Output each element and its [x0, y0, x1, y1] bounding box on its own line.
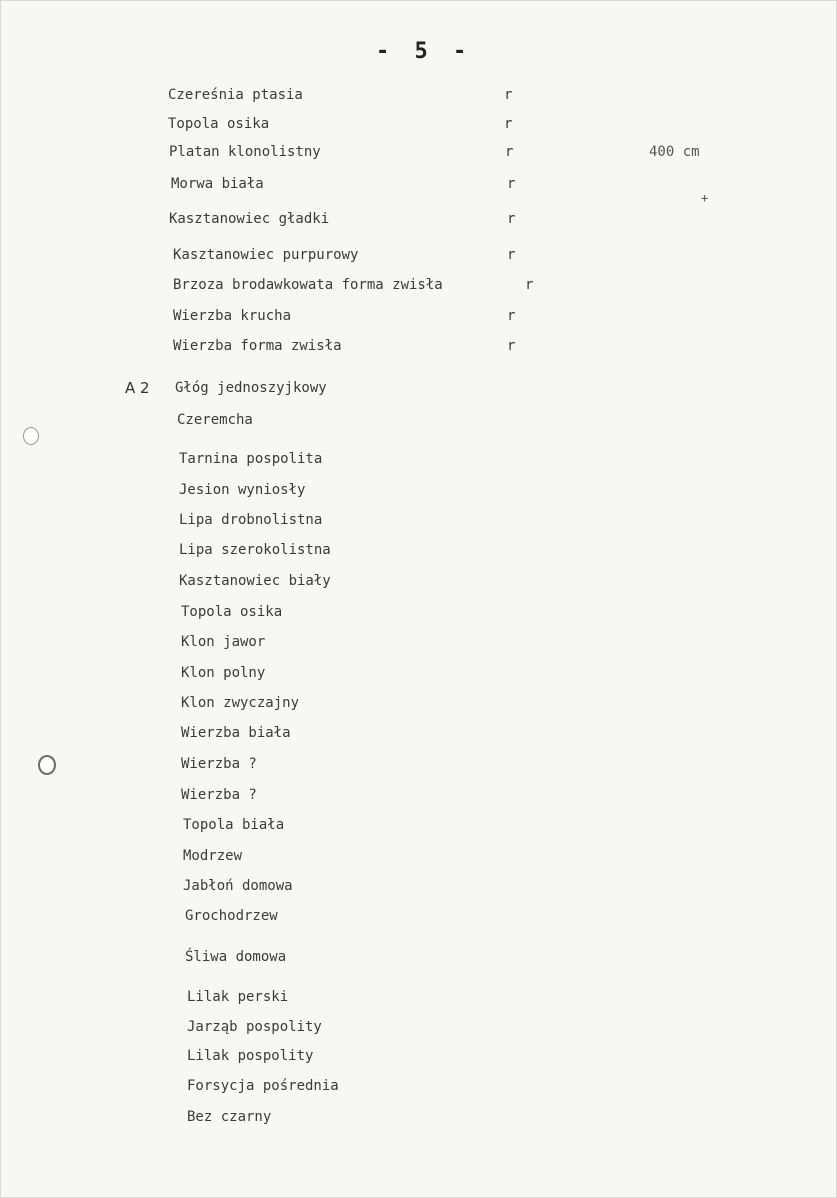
- occurrence-mark: r: [505, 144, 514, 160]
- list-item: Tarnina pospolita: [179, 451, 323, 467]
- occurrence-mark: r: [507, 308, 516, 324]
- list-item: Topola osika: [181, 604, 283, 620]
- species-name: Kasztanowiec purpurowy: [173, 247, 359, 263]
- list-item: Lipa szerokolistna: [179, 542, 331, 558]
- species-name: Morwa biała: [171, 176, 264, 192]
- list-item: Wierzba ?: [181, 756, 257, 772]
- list-item: Lipa drobnolistna: [179, 512, 323, 528]
- list-item: Lilak perski: [187, 989, 289, 1005]
- list-item: Śliwa domowa: [185, 949, 287, 965]
- list-item: Jarząb pospolity: [187, 1019, 322, 1035]
- occurrence-mark: r: [504, 87, 513, 103]
- species-name: Brzoza brodawkowata forma zwisła: [173, 277, 443, 293]
- occurrence-mark: r: [507, 338, 516, 354]
- list-item: Czeremcha: [177, 412, 253, 428]
- list-item: Kasztanowiec biały: [179, 573, 331, 589]
- occurrence-mark: r: [504, 116, 513, 132]
- occurrence-mark: r: [507, 247, 516, 263]
- page-number: - 5 -: [376, 39, 473, 64]
- list-item: Głóg jednoszyjkowy: [175, 380, 327, 396]
- species-name: Wierzba forma zwisła: [173, 338, 342, 354]
- species-name: Platan klonolistny: [169, 144, 321, 160]
- list-item: Bez czarny: [187, 1109, 272, 1125]
- list-item: Lilak pospolity: [187, 1048, 314, 1064]
- list-item: Topola biała: [183, 817, 285, 833]
- list-item: Forsycja pośrednia: [187, 1078, 339, 1094]
- list-item: Klon zwyczajny: [181, 695, 300, 711]
- section-marker: A 2: [125, 379, 150, 397]
- list-item: Jesion wyniosły: [179, 482, 306, 498]
- list-item: Wierzba ?: [181, 787, 257, 803]
- list-item: Klon polny: [181, 665, 266, 681]
- punch-hole: [38, 755, 56, 775]
- species-name: Czereśnia ptasia: [168, 87, 303, 103]
- punch-hole: [23, 427, 39, 445]
- occurrence-mark: r: [507, 211, 516, 227]
- height-note: 400 cm: [649, 144, 700, 160]
- species-name: Topola osika: [168, 116, 270, 132]
- species-name: Wierzba krucha: [173, 308, 292, 324]
- fraction-note: +: [701, 191, 709, 205]
- occurrence-mark: r: [507, 176, 516, 192]
- list-item: Modrzew: [183, 848, 243, 864]
- list-item: Jabłoń domowa: [183, 878, 293, 894]
- list-item: Klon jawor: [181, 634, 266, 650]
- species-name: Kasztanowiec gładki: [169, 211, 330, 227]
- list-item: Grochodrzew: [185, 908, 278, 924]
- occurrence-mark: r: [525, 277, 534, 293]
- list-item: Wierzba biała: [181, 725, 291, 741]
